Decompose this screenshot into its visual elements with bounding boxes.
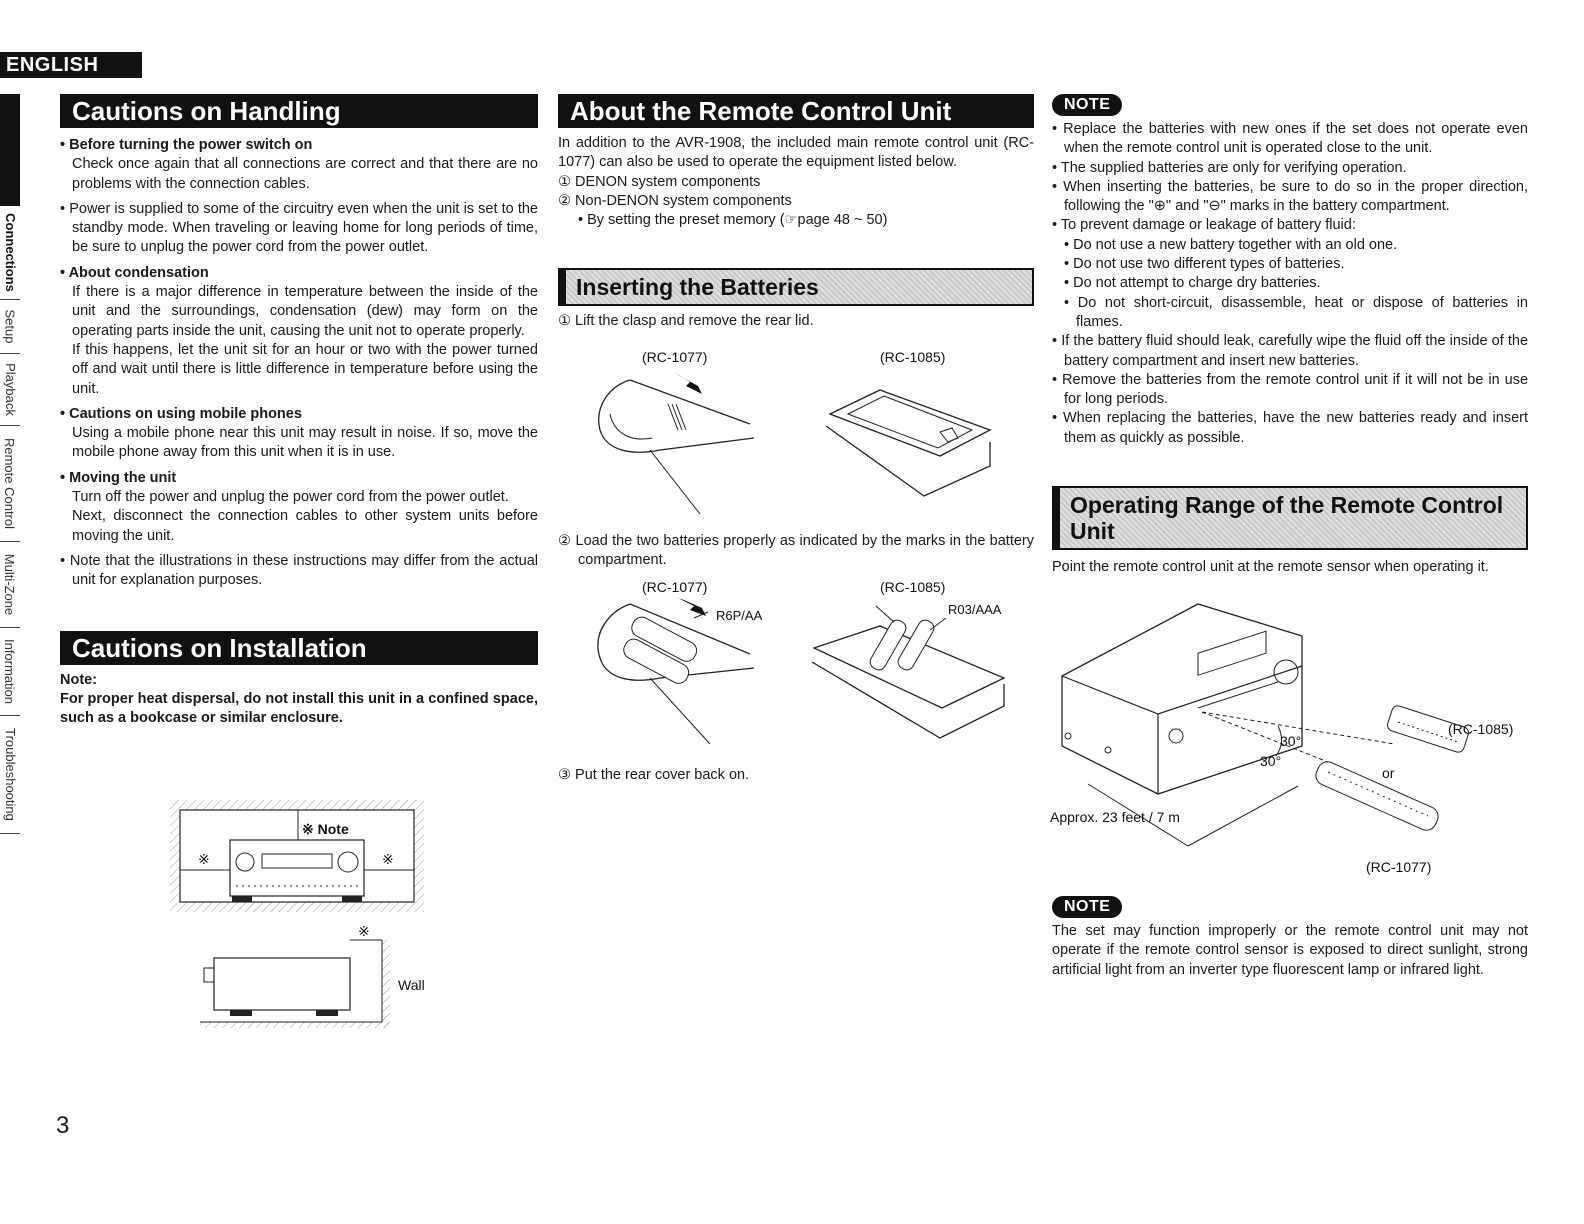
sidebar-tab-information[interactable]: Information: [0, 628, 20, 716]
angle-label-1: 30°: [1280, 733, 1302, 749]
r6p-label: R6P/AA: [716, 608, 763, 623]
note1-item-4: • To prevent damage or leakage of battery fluid:: [1052, 217, 1356, 234]
step1-rc1077-label: (RC-1077): [642, 349, 708, 365]
battery-step-2: ② Load the two batteries properly as indicated by the marks in the battery compartment.: [558, 533, 1034, 569]
step1-rc1085-label: (RC-1085): [880, 349, 946, 365]
note-badge-1: NOTE: [1052, 94, 1122, 116]
note1-item-7: • When replacing the batteries, have the new batteries ready and insert them as quickly as possible.: [1052, 410, 1529, 446]
language-tab: ENGLISH: [0, 52, 142, 78]
range-text: Point the remote control unit at the remote sensor when operating it.: [1052, 559, 1489, 576]
range-figure: [1048, 596, 1528, 880]
angle-label-2: 30°: [1260, 753, 1282, 769]
note1-item-1: • Replace the batteries with new ones if the set does not operate even when the remote control unit is operated close to the unit.: [1052, 121, 1528, 157]
column-notes: [1052, 94, 1528, 577]
remote-item-1: ① DENON system components: [558, 173, 761, 190]
moving-heading: • Moving the unit: [60, 469, 177, 486]
sidebar-tab-troubleshooting[interactable]: Troubleshooting: [0, 716, 20, 834]
note1-list: [1052, 120, 1528, 448]
note2-section: [1052, 896, 1528, 980]
installation-note-label: Note:: [60, 671, 98, 688]
column-remote: [558, 94, 1034, 332]
battery-step-3: ③ Put the rear cover back on.: [558, 767, 750, 783]
illustration-text: • Note that the illustrations in these instructions may differ from the actual unit for explanation purposes.: [60, 552, 538, 589]
battery-step1-figure: [590, 346, 1020, 516]
moving-text-2: Next, disconnect the connection cables to other system units before moving the unit.: [72, 508, 538, 544]
condensation-text-1: If there is a major difference in temperature between the inside of the unit and the surroundings, condensation (dew) may form on the operating parts inside the unit, causing the unit not to operate properly.: [72, 284, 538, 339]
column-handling: [60, 94, 538, 728]
sidebar-tab-connections[interactable]: Connections: [0, 206, 20, 300]
sidebar-tab-multi-zone[interactable]: Multi-Zone: [0, 542, 20, 628]
installation-figure: [170, 800, 426, 1032]
installation-title: Cautions on Installation: [60, 631, 538, 665]
handling-title: Cautions on Handling: [60, 94, 538, 128]
condensation-heading: • About condensation: [60, 264, 209, 281]
distance-label: Approx. 23 feet / 7 m: [1050, 809, 1180, 825]
page-number: 3: [56, 1112, 70, 1139]
sidebar-active-marker: [0, 94, 20, 206]
battery-step-1: ① Lift the clasp and remove the rear lid.: [558, 313, 814, 330]
r03-label: R03/AAA: [948, 602, 1002, 617]
phones-heading: • Cautions on using mobile phones: [60, 405, 302, 422]
note1-subitem-4: • Do not short-circuit, disassemble, heat or dispose of batteries in flames.: [1064, 294, 1528, 330]
figure-mark-right: ※: [382, 851, 394, 867]
note1-subitem-3: • Do not attempt to charge dry batteries.: [1064, 275, 1321, 292]
range-title: Operating Range of the Remote Control Unit: [1052, 486, 1528, 550]
installation-note-text: For proper heat dispersal, do not install this unit in a confined space, such as a bookcase or similar enclosure.: [60, 690, 538, 727]
figure-note-label: ※ Note: [302, 821, 349, 837]
moving-text-1: Turn off the power and unplug the power cord from the power outlet.: [72, 489, 509, 506]
power-text: Check once again that all connections are correct and that there are no problems with the connection cables.: [72, 156, 538, 192]
range-or-label: or: [1382, 765, 1395, 781]
sidebar: [0, 94, 20, 834]
sidebar-tab-remote-control[interactable]: Remote Control: [0, 426, 20, 542]
receiver-side: [214, 958, 350, 1010]
note1-subitem-1: • Do not use a new battery together with an old one.: [1064, 236, 1398, 253]
note1-item-3: • When inserting the batteries, be sure to do so in the proper direction, following the "⊕" and "⊖" marks in the battery compartment.: [1052, 178, 1528, 215]
rc1077-remote: [1313, 759, 1442, 834]
remote-item-2: ② Non-DENON system components: [558, 192, 792, 209]
range-rc1077-label: (RC-1077): [1366, 859, 1432, 875]
note1-item-6: • Remove the batteries from the remote control unit if it will not be in use for long periods.: [1052, 371, 1529, 408]
figure-mark-left: ※: [198, 851, 210, 867]
remote-title: About the Remote Control Unit: [558, 94, 1034, 128]
sidebar-tab-setup[interactable]: Setup: [0, 300, 20, 354]
condensation-text-2: If this happens, let the unit sit for an hour or two with the power turned off and wait until there is little difference in temperature before using the unit.: [72, 341, 538, 397]
range-rc1085-label: (RC-1085): [1448, 721, 1514, 737]
power-heading: • Before turning the power switch on: [60, 137, 313, 153]
note1-subitem-2: • Do not use two different types of batteries.: [1064, 256, 1345, 273]
step1-arrow-left: [674, 372, 702, 394]
note-badge-2: NOTE: [1052, 896, 1122, 918]
step2-rc1085-label: (RC-1085): [880, 579, 946, 595]
phones-text: Using a mobile phone near this unit may result in noise. If so, move the mobile phone away from this unit when it is in use.: [72, 425, 538, 461]
remote-item-2-sub: • By setting the preset memory (☞page 48 ~ 50): [578, 212, 888, 229]
note1-item-5: • If the battery fluid should leak, carefully wipe the fluid off the inside of the battery compartment and insert new batteries.: [1052, 333, 1529, 369]
batteries-title: Inserting the Batteries: [558, 268, 1034, 306]
remote-intro: In addition to the AVR-1908, the included main remote control unit (RC-1077) can also be used to operate the equipment listed below.: [558, 135, 1034, 171]
standby-text: • Power is supplied to some of the circuitry even when the unit is set to the standby mode. When traveling or leaving home for long periods of time, be sure to unplug the power cord from the power outlet.: [60, 200, 538, 256]
note2-text: The set may function improperly or the remote control unit may not operate if the remote control sensor is exposed to direct sunlight, strong artificial light from an inverter type fluorescent lamp or infrared light.: [1052, 923, 1528, 978]
sidebar-tab-playback[interactable]: Playback: [0, 354, 20, 426]
figure-wall-label: Wall: [398, 977, 425, 993]
figure-mark-top: ※: [358, 923, 370, 939]
battery-step2-figure: [590, 578, 1020, 748]
step2-rc1077-label: (RC-1077): [642, 579, 708, 595]
note1-item-2: • The supplied batteries are only for verifying operation.: [1052, 159, 1407, 176]
